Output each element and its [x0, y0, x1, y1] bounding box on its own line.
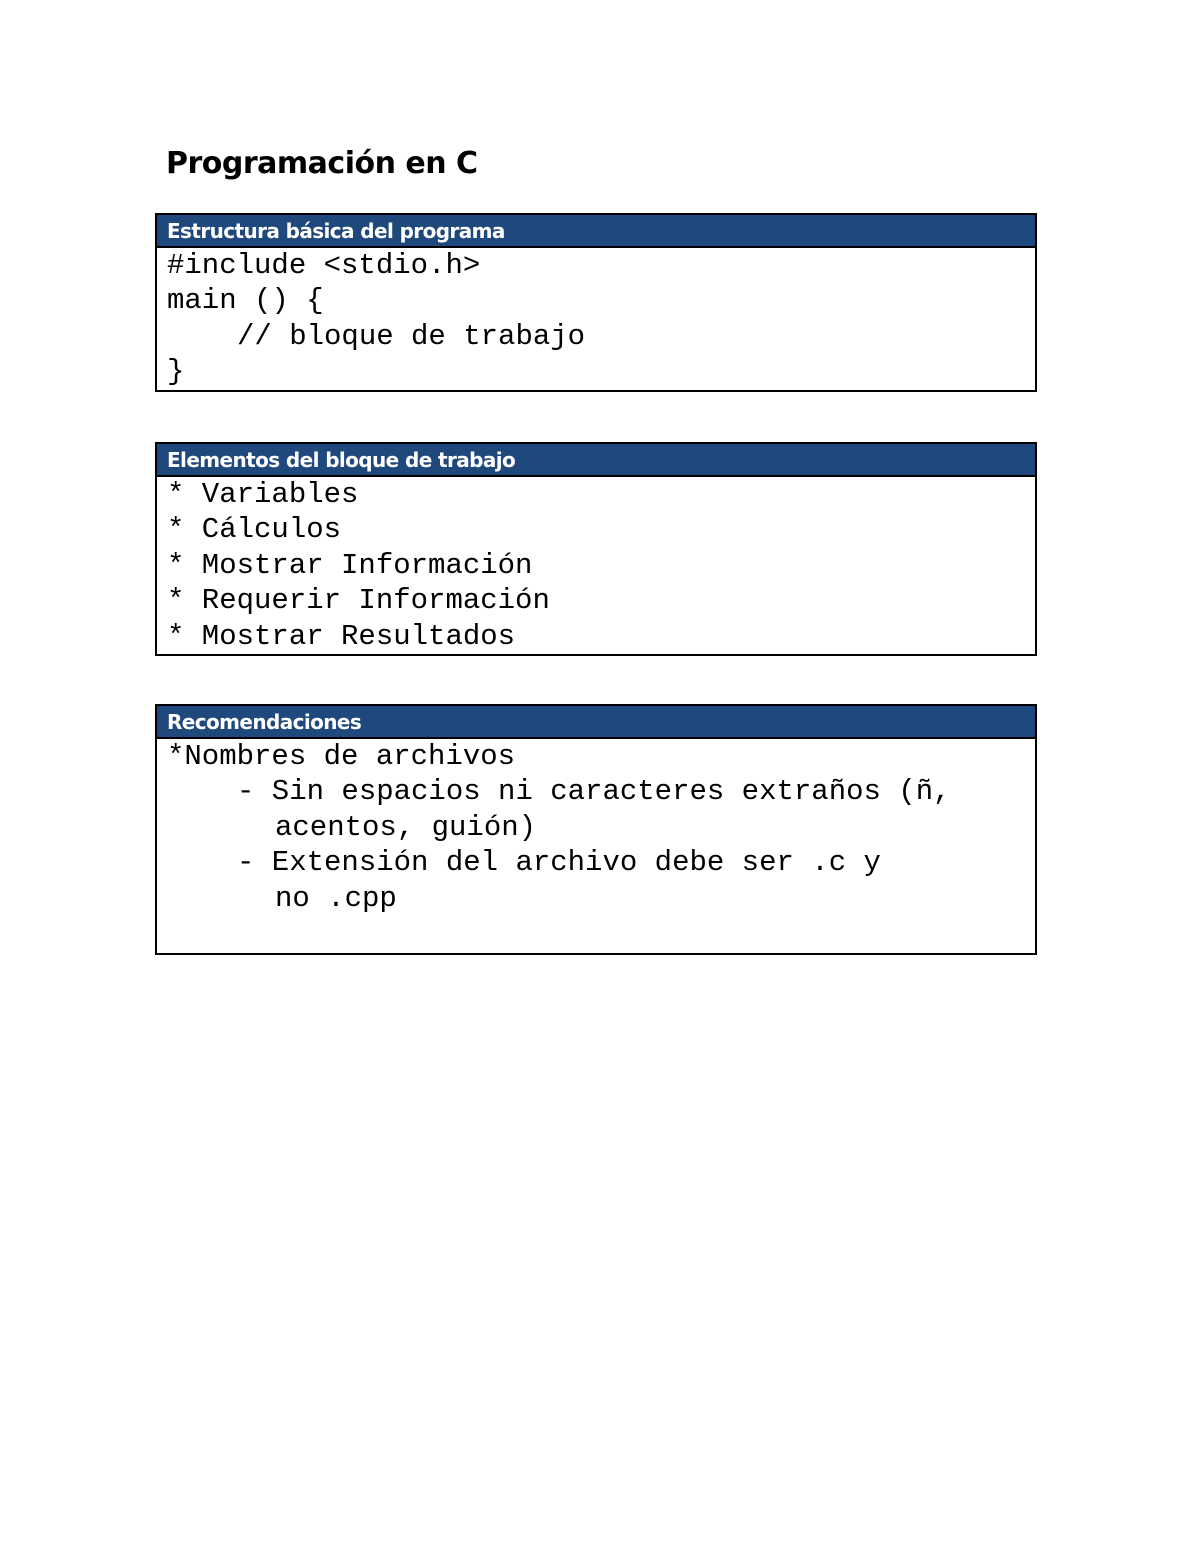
elementos-bloque-header: Elementos del bloque de trabajo [157, 444, 1035, 477]
elementos-bloque-box [155, 442, 1037, 656]
code-line: main () { [167, 284, 324, 318]
list-item: * Cálculos [167, 513, 342, 547]
list-item: * Variables [167, 478, 359, 511]
estructura-basica-code [157, 248, 1035, 390]
list-item-continuation: acentos, guión) [275, 810, 537, 844]
recomendaciones-list [157, 739, 1035, 916]
estructura-basica-box [155, 213, 1037, 392]
page-title: Programación en C [166, 146, 478, 181]
list-item: *Nombres de archivos [167, 740, 516, 773]
list-item: - Extensión del archivo debe ser .c y [237, 846, 881, 880]
recomendaciones-box [155, 704, 1037, 955]
code-line: // bloque de trabajo [237, 319, 586, 353]
list-item: - Sin espacios ni caracteres extraños (ñ, [237, 775, 951, 809]
code-line: } [167, 355, 185, 389]
elementos-bloque-list [157, 477, 1035, 654]
estructura-basica-header: Estructura básica del programa [157, 215, 1035, 248]
recomendaciones-header: Recomendaciones [157, 706, 1035, 739]
list-item: * Mostrar Información [167, 548, 533, 582]
list-item: * Mostrar Resultados [167, 619, 516, 653]
list-item: * Requerir Información [167, 584, 550, 618]
list-item-continuation: no .cpp [275, 881, 397, 915]
code-line: #include <stdio.h> [167, 249, 481, 282]
